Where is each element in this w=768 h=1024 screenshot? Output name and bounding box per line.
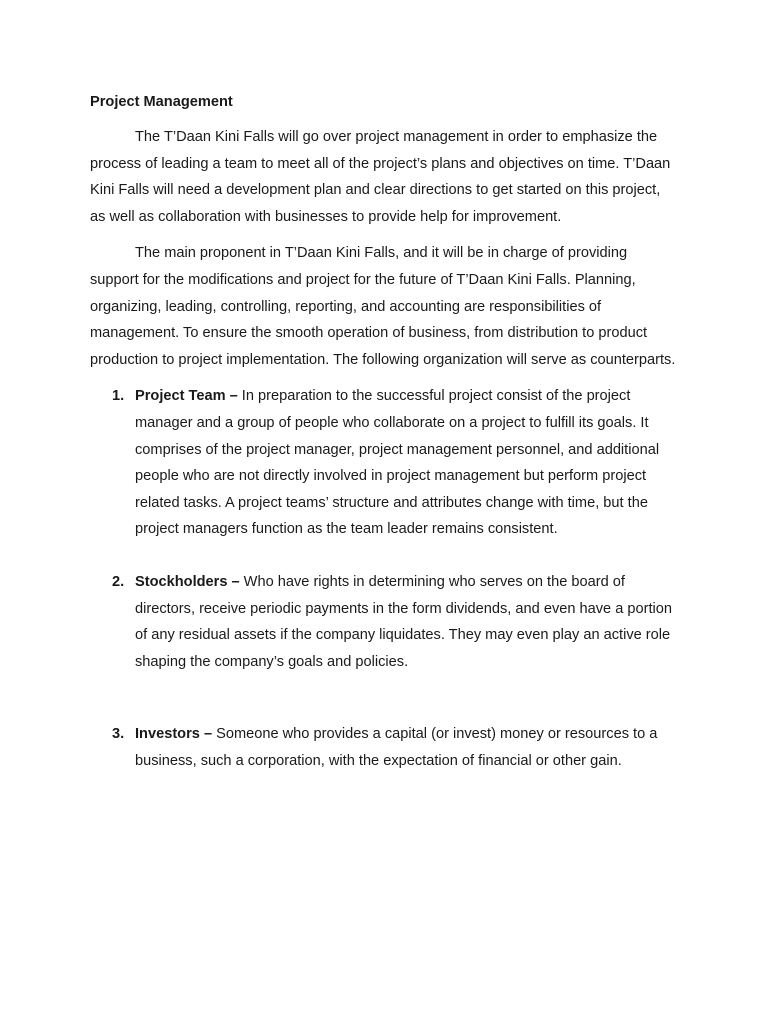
list-item-investors [90,721,678,774]
proponent-paragraph: The main proponent in T’Daan Kini Falls, and it will be in charge of providing support for the modifications and project for the future of T’Daan Kini Falls. Planning, organizing, leading, controlling, reporting, and accounting are responsibilities of management. To ensure the smooth operation of business, from distribution to product production to project implementation. The following organization will serve as counterparts. [90,245,676,368]
section-heading: Project Management [90,94,233,110]
list-item-number: 2. [112,573,125,590]
list-item-number: 3. [112,726,125,743]
list-item-project-team [90,383,678,543]
list-item-text: In preparation to the successful project consist of the project manager and a group of people who collaborate on a project to fulfill its goals. It comprises of the project manager, project management personnel, and additional people who are not directly involved in project management but perform project related tasks. A project teams’ structure and attributes change with time, but the project managers function as the team leader remains consistent. [135,388,660,538]
intro-paragraph: The T’Daan Kini Falls will go over project management in order to emphasize the process of leading a team to meet all of the project’s plans and objectives on time. T’Daan Kini Falls will need a development plan and clear directions to get started on this project, as well as collaboration with businesses to provide help for improvement. [90,129,671,225]
counterparts-list [90,383,678,774]
list-item-text: Who have rights in determining who serves on the board of directors, receive periodic payments in the form dividends, and even have a portion of any residual assets if the company liquidates. They may even play an active role shaping the company’s goals and policies. [135,573,673,670]
list-item-text: Someone who provides a capital (or invest) money or resources to a business, such a corporation, with the expectation of financial or other gain. [135,726,658,769]
list-item-number: 1. [112,388,125,405]
list-item-term: Investors – [135,726,213,743]
list-item-term: Stockholders – [135,573,240,590]
list-item-stockholders [90,569,678,675]
list-item-term: Project Team – [135,388,238,405]
document-page [90,90,678,774]
